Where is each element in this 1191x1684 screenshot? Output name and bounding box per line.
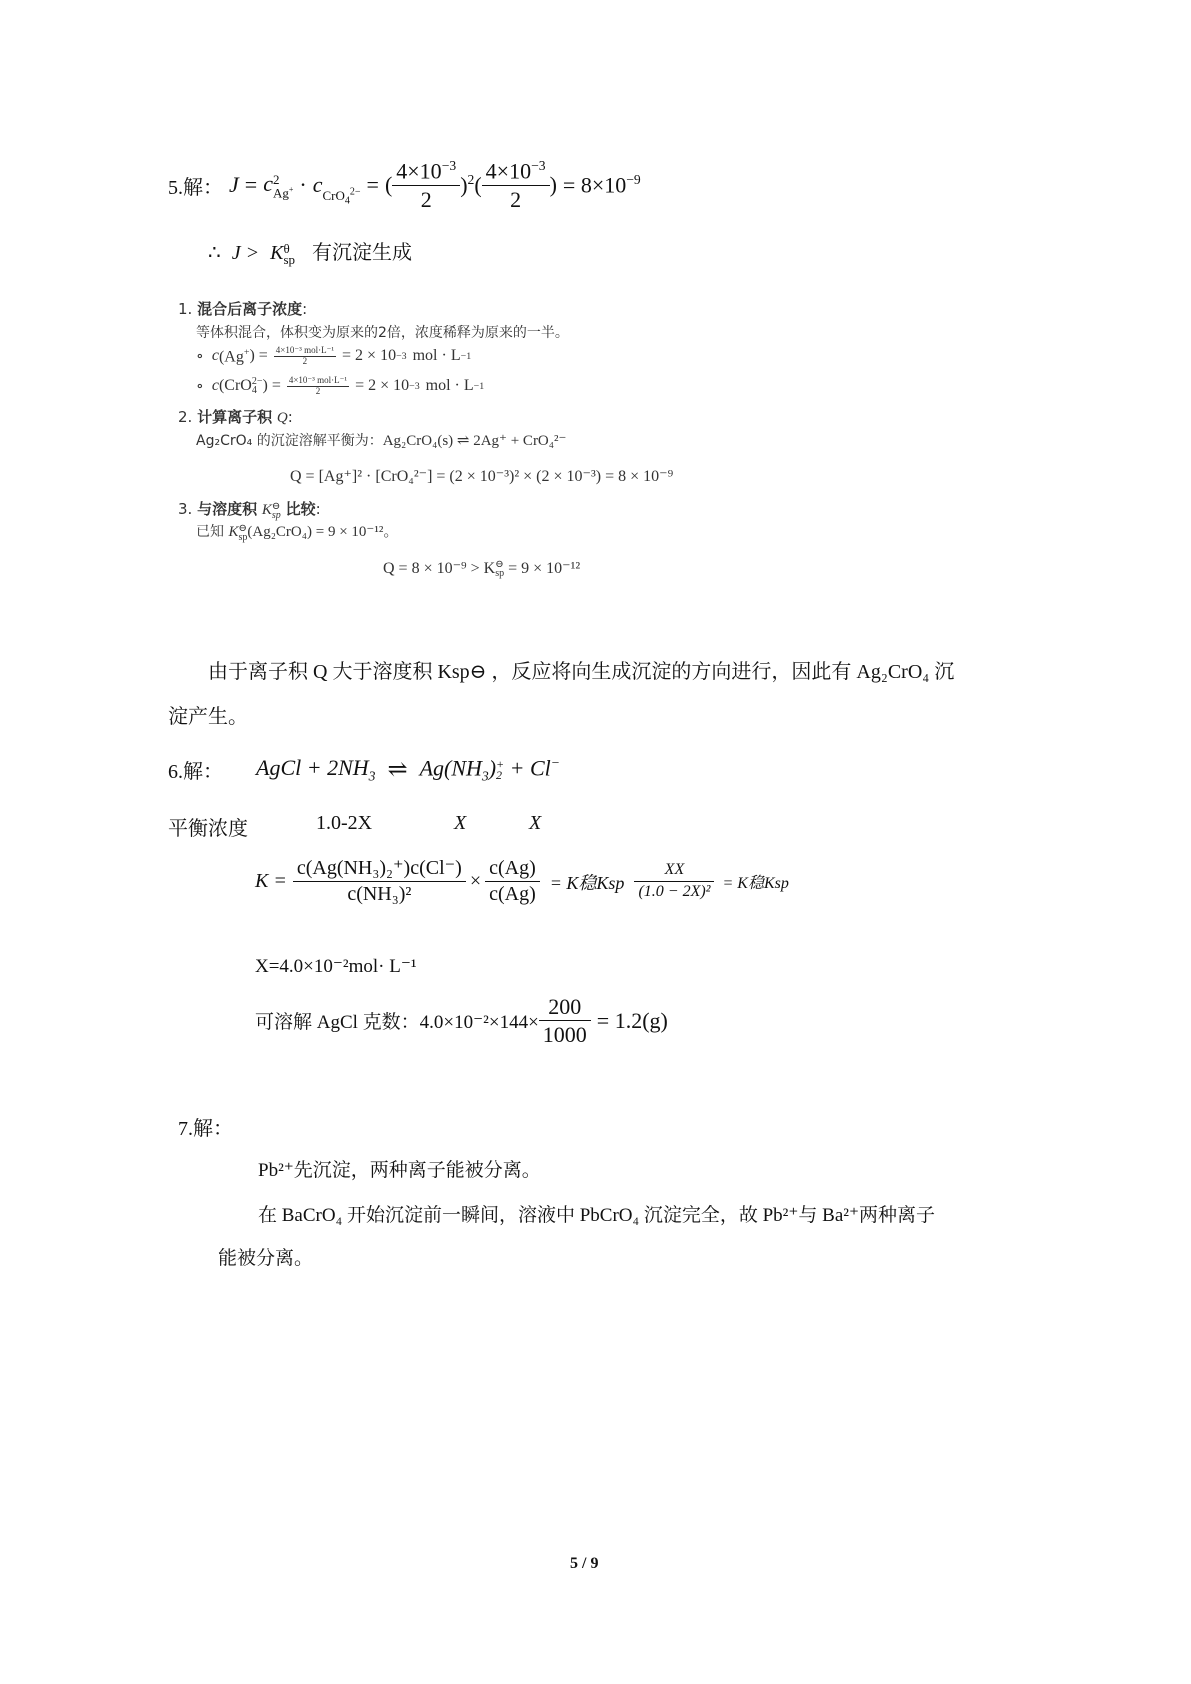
step-3-comparison: Q = 8 × 10⁻⁹ > K ⊖ sp = 9 × 10⁻¹² <box>383 559 581 580</box>
q6-equilibrium-row: 平衡浓度 1.0-2X X X <box>168 812 542 840</box>
q5-equation-line: 5.解： J = c 2 Ag+ · $c_{CrO_4^{2-}}$ = ( $\frac{4\times 10^{-3}}{2}$ )$^2$( $\frac{4\times 10^{-3}}{2}$ ) = $8\times 10^{-9}$ <box>168 158 641 212</box>
step-1-heading: 1. 混合后离子浓度: <box>178 300 308 318</box>
page-number: 5 / 9 <box>570 1555 599 1572</box>
q6-label: 6.解： <box>168 761 223 784</box>
step-2-heading: 2. 计算离子积 Q: <box>178 408 293 426</box>
step-2-text: Ag₂CrO₄ 的沉淀溶解平衡为：Ag₂CrO₄(s) ⇌ 2Ag⁺ + CrO₄²⁻ <box>196 433 567 449</box>
embedded-solution-block <box>178 298 738 588</box>
q6-mass-line: 可溶解 AgCl 克数：4.0×10⁻²×144× $\frac{200}{1000}$ = 1.2(g) <box>255 994 668 1048</box>
step-2-q-equation: Q = [Ag⁺]² · [CrO₄²⁻] = (2 × 10⁻³)² × (2 × 10⁻³) = 8 × 10⁻⁹ <box>290 468 674 485</box>
bullet-ag-conc: ∘ c (Ag+ ) = 4×10⁻³ mol·L⁻¹ 2 = 2 × 10 −3 mol · L −1 <box>196 345 472 366</box>
step-3-heading: 3. 与溶度积 K ⊖ sp 比较: <box>178 500 321 521</box>
q5-J: J <box>229 172 239 197</box>
q5-conclusion-line: ∴ J > K θ sp 有沉淀生成 <box>208 240 413 268</box>
q5-frac-2: $\frac{4\times 10^{-3}}{2}$ <box>482 159 550 211</box>
q7-label: 7.解： <box>178 1118 233 1140</box>
q5-frac-1: $\frac{4\times 10^{-3}}{2}$ <box>392 159 460 211</box>
q6-reaction-line: 6.解： AgCl + $2NH_3$ ⇌ $Ag(NH_3)$ + 2 + Cl− <box>168 755 560 784</box>
q7-line-2: 在 BaCrO₄ 开始沉淀前一瞬间，溶液中 PbCrO₄ 沉淀完全，故 Pb²⁺与 Ba²⁺两种离子 <box>258 1205 935 1226</box>
q6-x-result: X=4.0×10⁻²mol· L⁻¹ <box>255 956 417 977</box>
ksp-symbol: K θ sp <box>270 240 296 268</box>
equilibrium-arrow: ⇌ <box>387 757 408 784</box>
therefore-symbol: ∴ <box>208 242 221 264</box>
bullet-cro4-conc: ∘ c (CrO 2− 4 ) = 4×10⁻³ mol·L⁻¹ 2 = 2 × 10 −3 mol · L −1 <box>196 375 485 397</box>
q5-c-cro: $c_{CrO_4^{2-}}$ <box>312 171 361 207</box>
q6-k-expression: K = $\frac{\text{c(Ag(NH₃)₂⁺)c(Cl⁻)}}{\text{c(NH₃)²}}$ × $\frac{c(Ag)}{c(Ag)}$ = K稳Ksp $\frac{XX}{\text{(1.0 − 2X)²}}$ = K稳Ksp <box>255 857 789 905</box>
q7-line-1: Pb²⁺先沉淀，两种离子能被分离。 <box>258 1160 541 1181</box>
explanation-line-2: 淀产生。 <box>168 706 248 728</box>
q5-result: = $8\times 10^{-9}$ <box>562 171 641 198</box>
explanation-line-1: 由于离子积 Q 大于溶度积 Ksp⊖ ，反应将向生成沉淀的方向进行，因此有 Ag₂CrO₄ 沉 <box>208 661 955 683</box>
q5-label: 5.解： <box>168 176 223 199</box>
q5-c-ag: c 2 Ag+ <box>263 171 294 200</box>
q7-line-3: 能被分离。 <box>218 1248 314 1269</box>
step-1-text: 等体积混合，体积变为原来的2倍，浓度稀释为原来的一半。 <box>196 325 569 341</box>
step-3-text: 已知 K ⊖ sp (Ag₂CrO₄) = 9 × 10⁻¹²。 <box>196 522 399 543</box>
